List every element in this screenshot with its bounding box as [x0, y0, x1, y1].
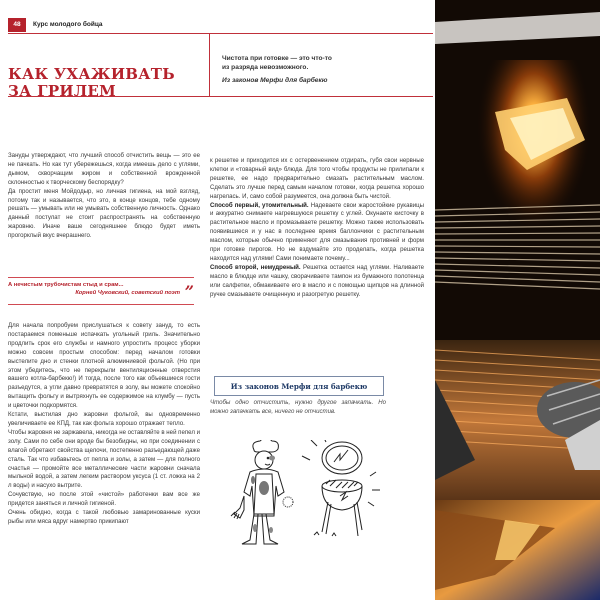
method-1-paragraph [210, 202, 424, 264]
article-title [8, 66, 175, 100]
pull-quote-text: А нечистым трубочистам стыд и срам... [8, 282, 124, 288]
quote-mark-icon: ” [184, 282, 194, 301]
pull-quote-author: Корней Чуковский, советский поэт [75, 290, 180, 296]
column-1-text [8, 322, 200, 527]
paragraph: к решетке и приходится их с остервенением отдирать, губя свои нервные клетки и «товарный вид» блюда. Для того чтобы продукты не прилипали к решетке, ее надо предварительно смазать растительным маслом. Сделать это лучше перед самым началом готовки, когда решетка хорошо нагрелась. И, само собой разумеется, она должна быть чистой. [210, 157, 424, 200]
epigraph-text [222, 54, 422, 72]
paragraph: Очень обидно, когда с такой любовью замаринованные куски рыбы или мяса вдруг намертво прикипают [8, 509, 200, 525]
murphy-law-quote: Чтобы одно отчистить, нужно другое запачкать. Но можно запачкать все, ничего не отчистив. [210, 399, 386, 415]
grill-photo [435, 0, 600, 600]
pull-quote [8, 277, 200, 305]
running-head: Курс молодого бойца [33, 21, 103, 28]
paragraph: Чтобы жаровня не заржавела, никогда не оставляйте в ней пепел и золу. Сами по себе они вроде бы безобидны, но при соединении с влагой обретают свойства щелочи, постепенно разъедающей даже сталь. Так что избавьтесь от пепла и золы, а затем — для полного счастья — промойте все металлические части жаровни сначала мыльной водой, а затем легким раствором уксуса (1 ст. ложка на 2 л воды) и насухо вытрите. [8, 428, 200, 490]
pull-quote-rule-top [8, 277, 194, 278]
intro-paragraph: Да простит меня Мойдодыр, но личная гигиена, на мой взгляд, потому так и называется, что это, в конце концов, тебе одному решать — умывать или не умывать собственную личность. Однако данный постулат не стоит распространять на собственную жаровню. Иначе ваше сегодняшнее блюдо будет иметь прогорклый вкус вчерашнего. [8, 187, 200, 240]
murphy-law-title: Из законов Мерфи для барбекю [230, 381, 368, 391]
paragraph: Для начала попробуем прислушаться к совету зануд, то есть постараемся поменьше испачкать угольный гриль. Значительно продлить срок его службы и намного упростить процесс уборки можно совсем простым способом: перед началом готовки выстелите дно и стенки плотной алюминиевой фольгой. (Но при этом убедитесь, что не перекрыли вентиляционные отверстия вашего котла-барбекю!) И тогда, после того как объевшиеся гости разъедутся, а угли давно превратятся в золу, вы можете спокойно вытащить фольгу и вытряхнуть ее содержимое на клумбу — пусть и цветочки подкормятся. [8, 322, 200, 410]
murphy-law-box [214, 376, 384, 396]
pull-quote-rule-bottom [8, 304, 194, 305]
paragraph: Кстати, выстилая дно жаровни фольгой, вы одновременно увеличиваете ее КПД, так как фольга хорошо отражает тепло. [8, 411, 200, 427]
header-rule [8, 33, 220, 34]
title-line-2: ЗА ГРИЛЕМ [8, 82, 117, 100]
divider-vertical [209, 33, 210, 96]
intro-text [8, 152, 200, 241]
method-2-text: Решетка остается над углями. Наливаете масло в блюдце или чашку, сворачиваете тампон из бумажного полотенца или салфетки, обмакиваете его в масло и с помощью щипцов на длинной ручке смазываете очищенную и разогретую решетку. [210, 263, 425, 298]
method-2-paragraph [210, 264, 424, 300]
method-2-label: Способ второй, немудреный. [210, 263, 301, 271]
title-line-1: КАК УХАЖИВАТЬ [8, 65, 175, 83]
epigraph-line-1: Чистота при готовке — это что-то [222, 55, 332, 62]
method-1-text: Надеваете свои жаростойкие рукавицы и аккуратно снимаете нагревшуюся решетку с углей. Окунаете кисточку в растительное масло и промазываете решетку. Можно также использовать появившиеся и у нас в последнее время баллончики с растительным маслом, которые обычно применяют для смазывания противней и форм при готовке пирогов. Но не вздумайте это проделать, когда решетка находится над углями! Сами понимаете почему... [210, 201, 424, 262]
page-number: 48 [8, 18, 26, 32]
method-1-label: Способ первый, утомительный. [210, 201, 309, 209]
paragraph: Сочувствую, но после этой «чистой» работенки вам все же придется заняться и личной гигиеной. [8, 491, 200, 508]
header-rule-right [209, 33, 433, 34]
epigraph-line-2: из разряда невозможного. [222, 64, 309, 71]
chef-grill-illustration [222, 440, 387, 555]
epigraph-source: Из законов Мерфи для барбекю [222, 77, 328, 84]
column-2-text [210, 157, 424, 300]
intro-paragraph: Зануды утверждают, что лучший способ отчистить вещь — это ее не пачкать. Но как тут убережешься, когда имеешь дело с углями, дымом, скворчащим жиром и собственной врожденной склонностью к творческому беспорядку? [8, 152, 200, 186]
epigraph [222, 54, 422, 84]
